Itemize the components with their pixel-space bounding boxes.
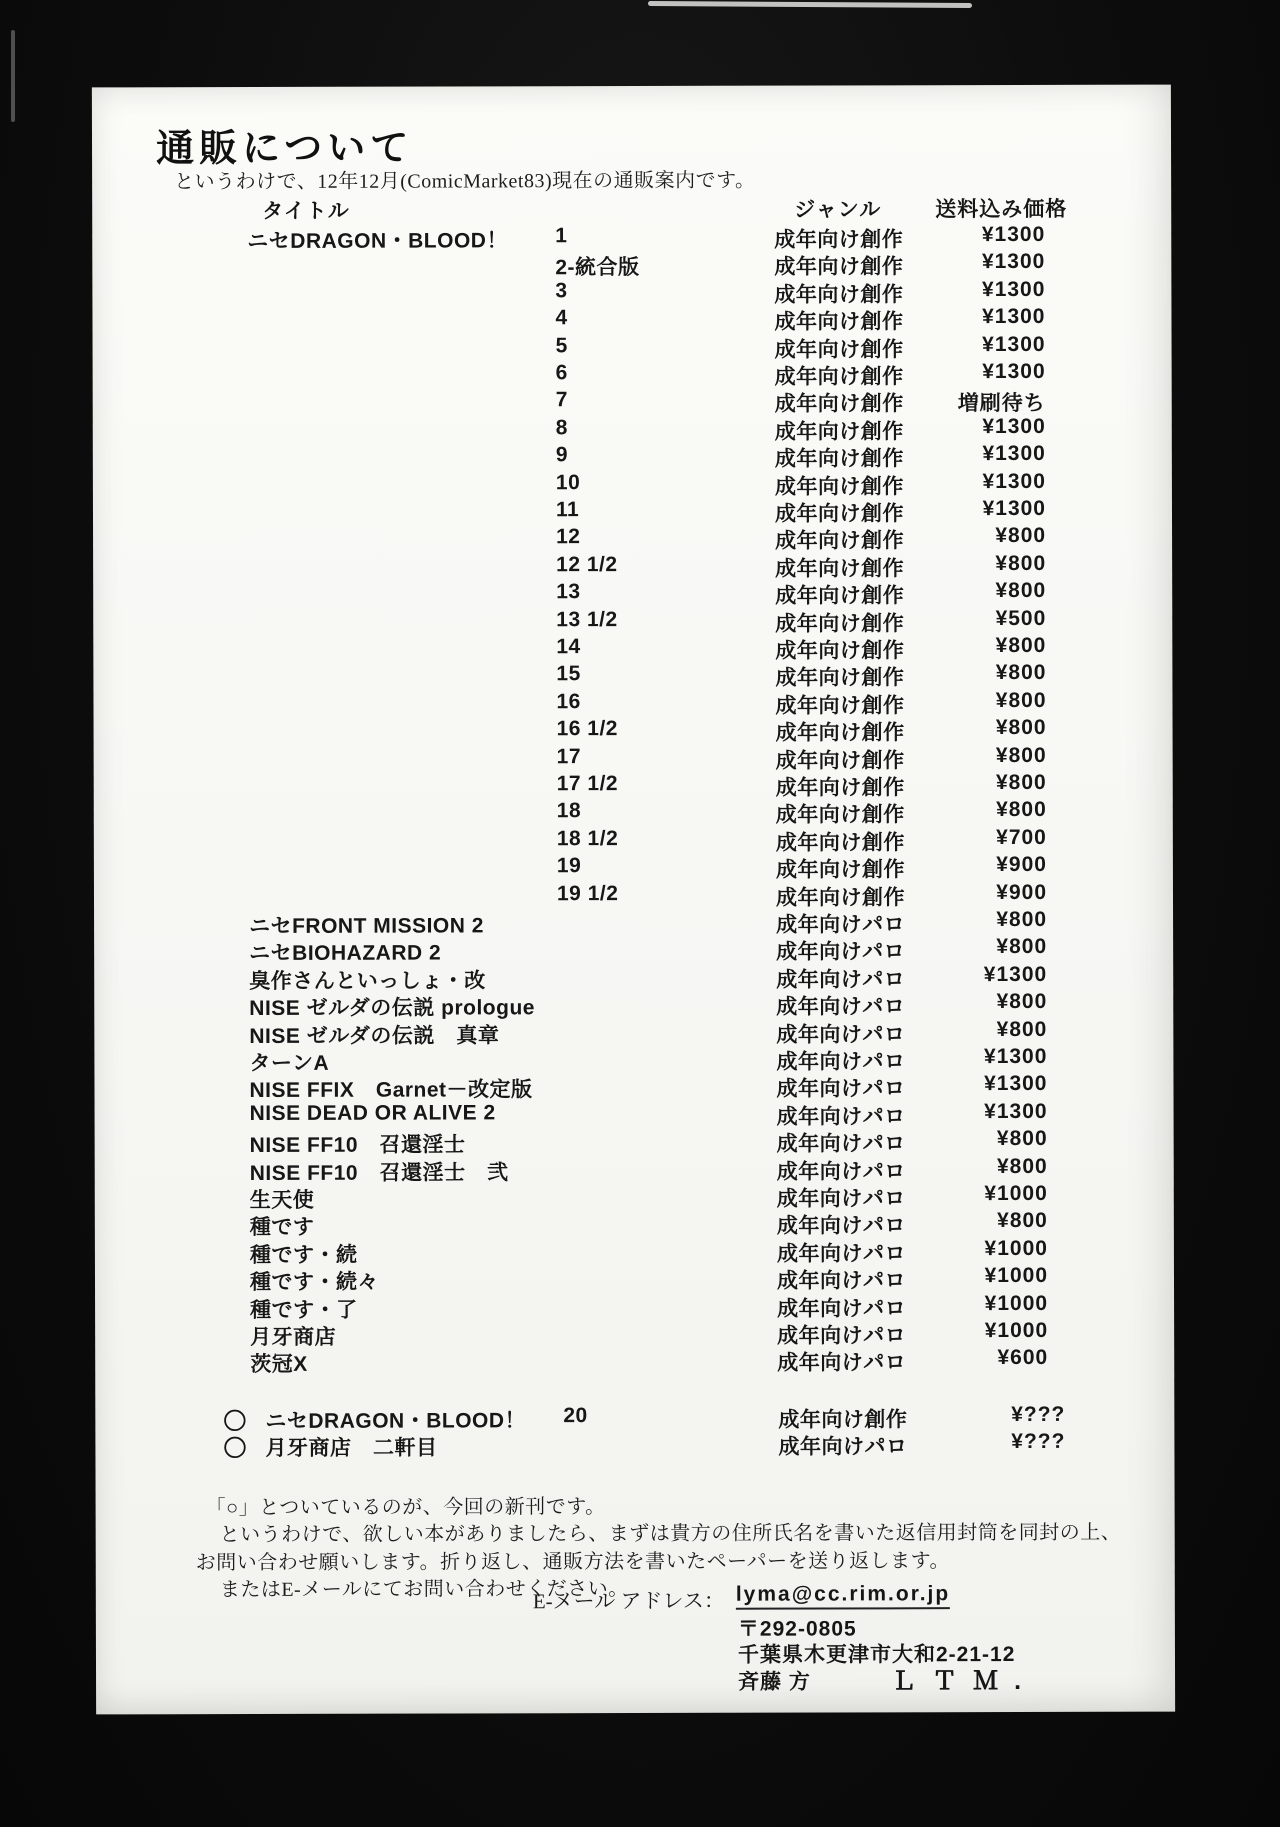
genre-cell: 成年向け創作 xyxy=(775,694,905,718)
table-row xyxy=(95,1237,1174,1267)
price-cell: ¥800 xyxy=(995,715,1047,740)
table-row xyxy=(93,524,1172,554)
table-row xyxy=(94,1072,1173,1102)
volume-cell: 17 xyxy=(556,745,582,769)
volume-cell: 7 xyxy=(555,388,568,412)
genre-cell: 成年向け創作 xyxy=(775,612,905,636)
title-cell: 月牙商店 xyxy=(250,1325,337,1350)
table-row xyxy=(95,1127,1174,1157)
table-row xyxy=(93,333,1172,363)
title-cell: ターンA xyxy=(249,1051,330,1076)
price-cell: ¥800 xyxy=(995,551,1047,576)
table-row xyxy=(94,881,1173,911)
new-release-circle-mark: 〇 xyxy=(223,1435,247,1462)
new-release-circle-mark: 〇 xyxy=(223,1408,247,1435)
price-table xyxy=(92,222,1171,1377)
genre-cell: 成年向け創作 xyxy=(778,1408,908,1432)
genre-cell: 成年向けパロ xyxy=(778,1435,908,1459)
note-line: お問い合わせ願いします。折り返し、通販方法を書いたペーパーを送り返します。 xyxy=(195,1550,951,1575)
genre-cell: 成年向けパロ xyxy=(776,1214,906,1238)
table-row xyxy=(94,744,1173,774)
volume-cell: 5 xyxy=(555,334,568,358)
price-cell: ¥800 xyxy=(995,688,1047,713)
table-row xyxy=(95,1182,1174,1212)
table-row xyxy=(94,990,1173,1020)
table-row xyxy=(94,908,1173,938)
title-cell: NISE DEAD OR ALIVE 2 xyxy=(249,1101,496,1126)
title-cell: 生天使 xyxy=(249,1188,315,1213)
postal-code: 〒292-0805 xyxy=(737,1617,857,1641)
volume-cell: 10 xyxy=(555,471,581,495)
title-cell: NISE ゼルダの伝説 真章 xyxy=(249,1024,500,1049)
genre-cell: 成年向け創作 xyxy=(774,502,905,526)
genre-cell: 成年向け創作 xyxy=(774,475,904,499)
price-cell: ¥800 xyxy=(995,743,1047,768)
table-row xyxy=(94,798,1173,828)
price-cell: ¥1000 xyxy=(984,1291,1049,1316)
title-cell: NISE FF10 召還淫士 弐 xyxy=(249,1161,509,1186)
genre-cell: 成年向けパロ xyxy=(776,995,906,1019)
price-cell: ¥1300 xyxy=(982,496,1047,521)
volume-cell: 13 1/2 xyxy=(556,608,618,632)
volume-cell: 12 1/2 xyxy=(556,553,618,577)
price-cell: ¥1300 xyxy=(982,304,1046,329)
title-cell: 種です・続々 xyxy=(249,1270,380,1295)
care-of-name: 斉藤 方 xyxy=(738,1670,811,1694)
price-cell: ¥1300 xyxy=(983,962,1048,987)
price-cell: ¥500 xyxy=(995,606,1047,631)
table-row xyxy=(95,1100,1174,1130)
volume-cell: 2-統合版 xyxy=(555,255,640,280)
genre-cell: 成年向け創作 xyxy=(774,283,904,307)
table-row xyxy=(94,963,1173,993)
column-header-genre: ジャンル xyxy=(794,198,882,222)
intro-text: というわけで、12年12月(ComicMarket83)現在の通販案内です。 xyxy=(174,169,756,194)
title-cell: NISE ゼルダの伝説 prologue xyxy=(249,996,535,1021)
table-row xyxy=(94,935,1173,965)
price-cell: ¥800 xyxy=(996,1126,1048,1151)
genre-cell: 成年向けパロ xyxy=(776,1242,906,1266)
volume-cell: 4 xyxy=(555,306,568,330)
table-row xyxy=(93,689,1172,719)
price-cell: ¥1300 xyxy=(982,332,1046,357)
title-cell: NISE FF10 召還淫士 xyxy=(249,1133,466,1158)
genre-cell: 成年向けパロ xyxy=(776,1105,906,1129)
table-row xyxy=(95,1319,1174,1349)
volume-cell: 19 1/2 xyxy=(556,882,619,906)
genre-cell: 成年向けパロ xyxy=(776,940,906,964)
volume-cell: 18 1/2 xyxy=(556,827,619,851)
table-row xyxy=(94,853,1173,883)
table-row xyxy=(92,250,1171,280)
genre-cell: 成年向けパロ xyxy=(777,1351,907,1375)
table-row xyxy=(94,826,1173,856)
genre-cell: 成年向け創作 xyxy=(774,420,904,444)
table-row xyxy=(93,661,1172,691)
table-row xyxy=(94,1018,1173,1048)
column-header-price: 送料込み価格 xyxy=(935,197,1068,222)
genre-cell: 成年向けパロ xyxy=(776,1132,906,1156)
title-cell: 種です・続 xyxy=(249,1243,358,1268)
page-title: 通販について xyxy=(155,127,414,171)
table-row xyxy=(94,716,1173,746)
price-cell: ¥1300 xyxy=(982,441,1046,466)
new-release-list xyxy=(95,1402,1174,1462)
price-cell: ¥1300 xyxy=(981,249,1046,274)
table-row xyxy=(95,1292,1174,1322)
title-cell: 種です・了 xyxy=(250,1298,358,1323)
title-cell: NISE FFIX Garnet－改定版 xyxy=(249,1078,533,1103)
note-line: またはE-メールにてお問い合わせください。 xyxy=(219,1578,629,1602)
genre-cell: 成年向け創作 xyxy=(775,886,906,910)
genre-cell: 成年向けパロ xyxy=(776,1077,906,1101)
table-row xyxy=(93,415,1172,445)
price-cell: ¥800 xyxy=(995,523,1047,548)
genre-cell: 成年向け創作 xyxy=(775,529,905,553)
price-cell: ¥800 xyxy=(996,1017,1048,1042)
table-row xyxy=(93,387,1172,417)
table-row xyxy=(92,305,1171,335)
table-row xyxy=(94,771,1173,801)
note-line: というわけで、欲しい本がありましたら、まずは貴方の住所氏名を書いた返信用封筒を同封の上、 xyxy=(219,1521,1122,1547)
table-row xyxy=(93,497,1172,527)
price-cell: ¥800 xyxy=(995,660,1047,685)
price-cell: ¥1300 xyxy=(981,222,1046,247)
title-cell: 月牙商店 二軒目 xyxy=(265,1436,438,1460)
table-row xyxy=(92,223,1171,253)
genre-cell: 成年向け創作 xyxy=(775,666,905,690)
volume-cell: 19 xyxy=(556,854,582,878)
price-cell: ¥800 xyxy=(996,1154,1048,1179)
price-cell: ¥1000 xyxy=(984,1318,1049,1343)
genre-cell: 成年向けパロ xyxy=(776,1269,907,1293)
genre-cell: 成年向けパロ xyxy=(777,1297,907,1321)
price-cell: ¥800 xyxy=(996,934,1048,959)
volume-cell: 14 xyxy=(556,635,581,659)
genre-cell: 成年向け創作 xyxy=(775,584,905,608)
table-row xyxy=(94,1045,1173,1075)
title-cell: ニセDRAGON・BLOOD！ xyxy=(247,229,508,254)
title-cell: 茨冠X xyxy=(250,1352,308,1377)
email-address: lyma@cc.rim.or.jp xyxy=(736,1582,950,1610)
volume-cell: 20 xyxy=(563,1404,588,1428)
table-row xyxy=(93,579,1172,609)
price-cell: ¥800 xyxy=(995,578,1047,603)
volume-cell: 17 1/2 xyxy=(556,772,619,796)
genre-cell: 成年向け創作 xyxy=(774,255,904,279)
price-cell: ¥1300 xyxy=(984,1071,1048,1096)
volume-cell: 11 xyxy=(555,498,580,522)
volume-cell: 8 xyxy=(555,416,568,440)
genre-cell: 成年向け創作 xyxy=(775,557,905,581)
volume-cell: 9 xyxy=(555,443,569,467)
table-row xyxy=(93,470,1172,500)
volume-cell: 16 1/2 xyxy=(556,717,618,741)
table-row xyxy=(95,1264,1174,1294)
title-cell: 臭作さんといっしょ・改 xyxy=(249,969,486,994)
volume-cell: 3 xyxy=(555,279,568,303)
scanned-page xyxy=(92,85,1175,1715)
genre-cell: 成年向け創作 xyxy=(775,639,905,663)
table-row xyxy=(95,1155,1174,1185)
price-cell: ¥800 xyxy=(997,1208,1048,1233)
genre-cell: 成年向けパロ xyxy=(776,1160,906,1184)
scan-artifact-streak xyxy=(648,1,972,8)
genre-cell: 成年向け創作 xyxy=(774,338,904,362)
volume-cell: 15 xyxy=(556,662,581,686)
genre-cell: 成年向けパロ xyxy=(776,1050,906,1074)
genre-cell: 成年向けパロ xyxy=(776,1023,906,1047)
title-cell: ニセFRONT MISSION 2 xyxy=(249,914,484,939)
price-cell: ¥700 xyxy=(996,825,1047,850)
table-row xyxy=(92,278,1171,308)
table-row xyxy=(95,1209,1174,1239)
genre-cell: 成年向け創作 xyxy=(775,858,905,882)
scan-artifact-edge xyxy=(11,30,15,122)
price-cell: ¥1300 xyxy=(982,414,1046,439)
volume-cell: 18 xyxy=(556,799,582,823)
genre-cell: 成年向け創作 xyxy=(775,721,905,745)
volume-cell: 13 xyxy=(556,580,581,604)
price-cell: ¥1300 xyxy=(981,277,1046,302)
volume-cell: 1 xyxy=(555,224,568,248)
price-cell: ¥900 xyxy=(996,880,1048,905)
genre-cell: 成年向けパロ xyxy=(777,1324,907,1348)
table-row xyxy=(93,552,1172,582)
genre-cell: 成年向け創作 xyxy=(775,776,905,800)
new-release-row xyxy=(95,1403,1174,1433)
price-cell: ¥1000 xyxy=(984,1236,1048,1261)
price-cell: ¥1300 xyxy=(982,359,1046,384)
table-row xyxy=(95,1346,1174,1376)
genre-cell: 成年向け創作 xyxy=(774,228,904,252)
price-cell: ¥1300 xyxy=(983,1044,1048,1069)
new-release-row xyxy=(95,1430,1174,1460)
column-header-title: タイトル xyxy=(262,199,350,223)
price-cell: ¥800 xyxy=(996,989,1048,1014)
volume-cell: 16 xyxy=(556,690,581,714)
price-cell: ¥1000 xyxy=(984,1263,1049,1288)
price-cell: ¥??? xyxy=(1011,1429,1066,1454)
email-label: E-メール アドレス： xyxy=(532,1588,725,1614)
price-cell: ¥??? xyxy=(1011,1402,1066,1427)
price-cell: ¥800 xyxy=(995,770,1047,795)
title-cell: 種です xyxy=(249,1215,315,1240)
genre-cell: 成年向け創作 xyxy=(775,803,905,827)
circle-name: ＬＴＭ. xyxy=(891,1666,1038,1696)
genre-cell: 成年向けパロ xyxy=(776,1187,906,1211)
genre-cell: 成年向け創作 xyxy=(775,749,905,773)
genre-cell: 成年向け創作 xyxy=(774,365,904,389)
price-cell: ¥1000 xyxy=(984,1181,1048,1206)
table-row xyxy=(93,634,1172,664)
table-row xyxy=(93,360,1172,390)
street-address: 千葉県木更津市大和2-21-12 xyxy=(737,1643,1016,1667)
price-cell: ¥800 xyxy=(996,907,1048,932)
genre-cell: 成年向け創作 xyxy=(774,447,904,471)
title-cell: ニセDRAGON・BLOOD！ xyxy=(265,1409,527,1433)
volume-cell: 12 xyxy=(556,525,581,549)
genre-cell: 成年向けパロ xyxy=(776,968,906,992)
table-row xyxy=(93,607,1172,637)
price-cell: ¥900 xyxy=(996,852,1047,877)
volume-cell: 6 xyxy=(555,361,568,385)
genre-cell: 成年向け創作 xyxy=(774,392,904,416)
price-cell: ¥800 xyxy=(996,797,1047,822)
price-cell: 増刷待ち xyxy=(957,391,1046,416)
price-cell: ¥800 xyxy=(995,633,1047,658)
table-row xyxy=(93,442,1172,472)
genre-cell: 成年向けパロ xyxy=(776,913,906,937)
genre-cell: 成年向け創作 xyxy=(774,310,904,334)
price-cell: ¥1300 xyxy=(984,1099,1048,1124)
title-cell: ニセBIOHAZARD 2 xyxy=(249,941,442,966)
genre-cell: 成年向け創作 xyxy=(775,831,905,855)
note-line: 「○」とついているのが、今回の新刊です。 xyxy=(205,1496,606,1520)
price-cell: ¥600 xyxy=(997,1345,1049,1370)
price-cell: ¥1300 xyxy=(982,469,1046,494)
